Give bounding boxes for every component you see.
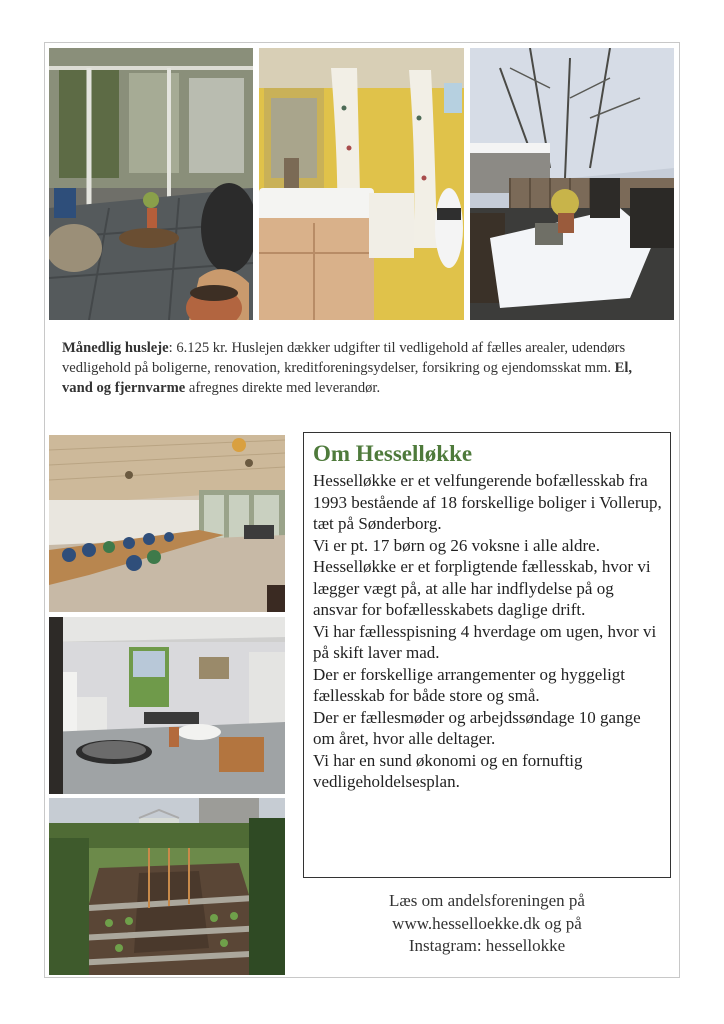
footer-line: Læs om andelsforeningen på <box>389 891 585 910</box>
about-paragraph: Hesselløkke er et forpligtende fællesskab, hvor vi lægger vægt på, at alle har indflydelse på og ansvar for bofællesskabets daglige drift. <box>313 557 651 619</box>
about-box <box>303 432 671 878</box>
about-paragraph: Hesselløkke er et velfungerende bofællesskab fra 1993 bestående af 18 forskellige boliger i Vollerup, tæt på Sønderborg. <box>313 471 662 533</box>
footer-info <box>303 890 671 958</box>
rent-label: Månedlig husleje <box>62 340 169 356</box>
utilities-text: afregnes direkte med leverandør. <box>185 380 381 396</box>
playroom-photo <box>49 617 285 794</box>
website-link[interactable]: www.hesselloekke.dk og på <box>392 913 582 933</box>
about-paragraph: Vi har fællesspisning 4 hverdage om ugen, hvor vi på skift laver mad. <box>313 621 657 662</box>
bathroom-photo <box>259 48 464 320</box>
sunroom-photo <box>49 48 253 320</box>
about-paragraph: Vi er pt. 17 børn og 26 voksne i alle aldre. <box>313 535 600 555</box>
utilities-label: El, vand og fjernvarme <box>62 360 633 396</box>
about-title: Om Hesselløkke <box>313 441 473 466</box>
about-paragraph: Der er forskellige arrangementer og hyggeligt fællesskab for både store og små. <box>313 664 626 705</box>
dining-hall-photo <box>49 435 285 612</box>
rent-text: : 6.125 kr. Huslejen dækker udgifter til vedligehold af fælles arealer, udendørs vedligehold på boligerne, renovation, kreditforeningsydelser, forsikring og ejendomsskat mm. <box>62 340 626 376</box>
about-paragraph: Vi har en sund økonomi og en fornuftig vedligeholdelsesplan. <box>313 750 583 791</box>
rent-info <box>62 338 662 398</box>
about-paragraph: Der er fællesmøder og arbejdssøndage 10 gange om året, hvor alle deltager. <box>313 707 641 748</box>
vegetable-garden-photo <box>49 798 285 975</box>
instagram-handle[interactable]: Instagram: hessellokke <box>408 936 566 955</box>
snowy-garden-photo <box>470 48 674 320</box>
